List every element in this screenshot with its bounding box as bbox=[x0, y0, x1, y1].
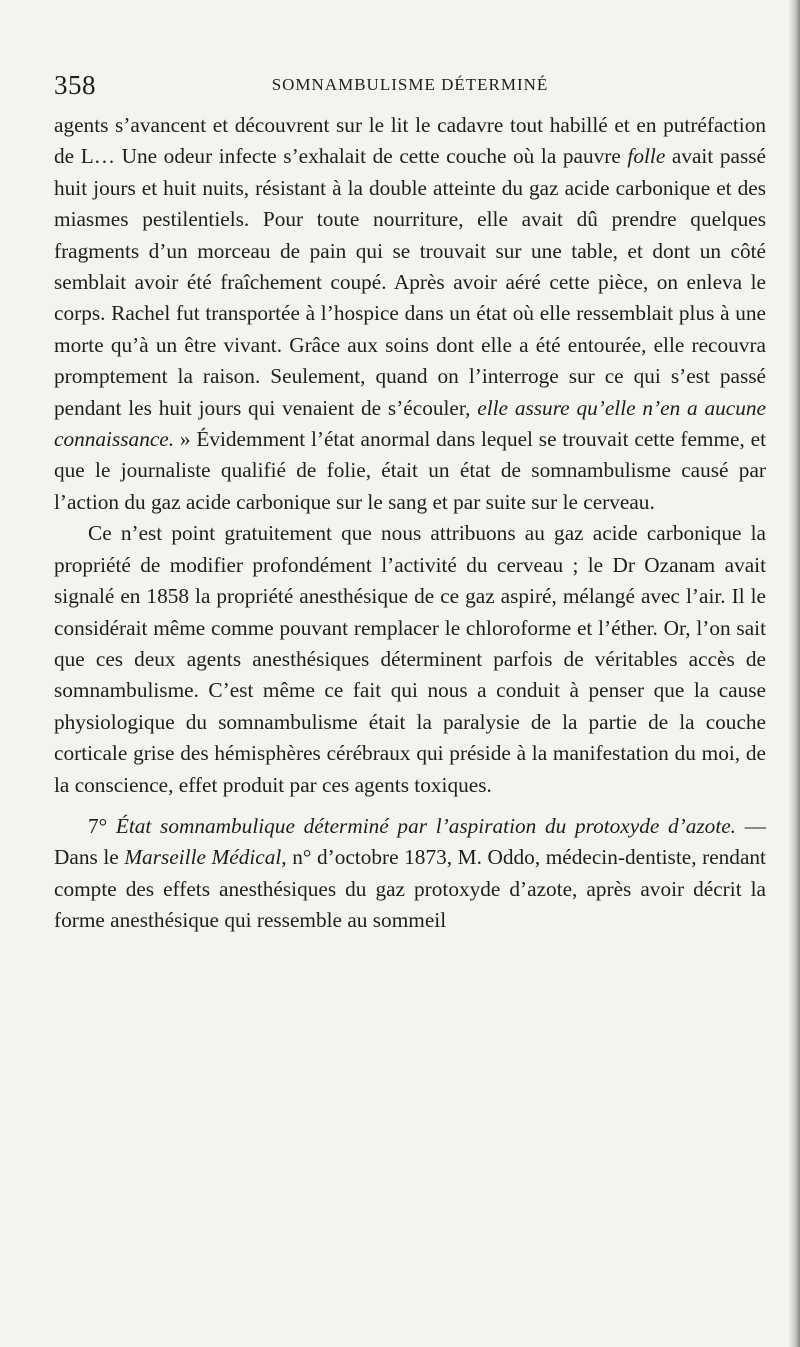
text-segment-italic: folle bbox=[627, 144, 666, 169]
text-segment: Ce n’est point gratuitement que nous attribuons au gaz acide carbonique la propriété de modifier profondément l’activité du cerveau ; le Dr Ozanam avait signalé en 1858 la propriété anesthésique de ce gaz aspiré, mélangé avec l’air. Il le considérait même comme pouvant remplacer le chloroforme et l’éther. Or, l’on sait que ces deux agents anesthésiques déterminent parfois de véritables accès de somnambulisme. C’est même ce fait qui nous a conduit à penser que la cause physiologique du somnambulisme était la paralysie de la partie de la couche corticale grise des hémisphères cérébraux qui préside à la manifestation du moi, de la conscience, effet produit par ces agents toxiques. bbox=[54, 521, 766, 797]
running-head bbox=[54, 70, 766, 110]
text-segment: » Évidemment l’état anormal dans lequel se trouvait cette femme, et que le journaliste qualifié de folie, était un état de somnambulisme causé par l’action du gaz acide carbonique sur le sang et par suite sur le cerveau. bbox=[54, 427, 766, 514]
text-segment-italic: elle assure qu’elle n’en a aucune connaissance. bbox=[54, 395, 766, 452]
body-text bbox=[54, 110, 766, 937]
page-number: 358 bbox=[54, 70, 96, 100]
page-edge-shadow bbox=[788, 0, 800, 1347]
paragraph-3 bbox=[54, 811, 766, 937]
paragraph-2 bbox=[54, 518, 766, 801]
text-segment: — Dans le bbox=[54, 813, 766, 870]
text-segment: agents s’avancent et découvrent sur le lit le cadavre tout habillé et en putréfaction de L… Une odeur infecte s’exhalait de cette couche où la pauvre bbox=[54, 113, 766, 169]
text-segment: , n° d’octobre 1873, M. Oddo, médecin-dentiste, rendant compte des effets anesthésiques du gaz protoxyde d’azote, après avoir décrit la forme anesthésique qui ressemble au sommeil bbox=[54, 845, 766, 933]
book-page bbox=[54, 70, 766, 937]
paragraph-1 bbox=[54, 110, 766, 518]
text-segment: 7° bbox=[88, 813, 116, 838]
section-heading-italic: État somnambulique déterminé par l’aspiration du protoxyde d’azote. bbox=[115, 813, 737, 838]
running-title: SOMNAMBULISME DÉTERMINÉ bbox=[271, 75, 549, 94]
journal-title-italic: Marseille Médical bbox=[124, 845, 282, 870]
text-segment: avait passé huit jours et huit nuits, résistant à la double atteinte du gaz acide carbonique et des miasmes pestilentiels. Pour toute nourriture, elle avait dû prendre quelques fragments d’un morceau de pain qui se trouvait sur une table, et dont un côté semblait avoir été fraîchement coupé. Après avoir aéré cette pièce, on enleva le corps. Rachel fut transportée à l’hospice dans un état où elle ressemblait plus à une morte qu’à un être vivant. Grâce aux soins dont elle a été entourée, elle recouvra promptement la raison. Seulement, quand on l’interroge sur ce qui s’est passé pendant les huit jours qui venaient de s’écouler, bbox=[54, 144, 766, 420]
